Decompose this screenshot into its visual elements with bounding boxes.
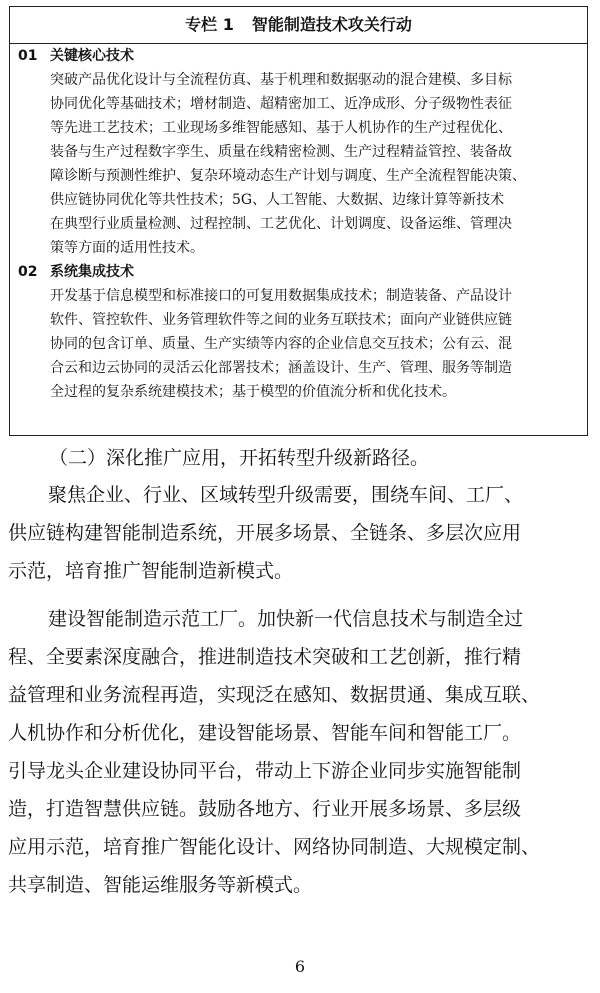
- paragraph-line: 造，打造智慧供应链。鼓励各地方、行业开展多场景、多层级: [8, 798, 522, 820]
- section-number: 02: [18, 264, 38, 280]
- sub-heading: （二）深化推广应用，开拓转型升级新路径。: [49, 447, 430, 469]
- section-line: 开发基于信息模型和标准接口的可复用数据集成技术；制造装备、产品设计: [50, 288, 512, 304]
- column-title-text: 智能制造技术攻关行动: [251, 15, 412, 34]
- section-01: [10, 44, 587, 260]
- paragraph-line: 人机协作和分析优化，建设智能场景、智能车间和智能工厂。: [8, 722, 522, 744]
- section-line: 软件、管控软件、业务管理软件等之间的业务互联技术；面向产业链供应链: [50, 312, 512, 328]
- paragraph-1: [8, 476, 590, 590]
- section-heading: [18, 260, 579, 284]
- section-title: 关键核心技术: [50, 48, 134, 64]
- paragraph-2: [8, 600, 590, 904]
- section-body: [18, 284, 579, 404]
- section-line: 协同优化等基础技术；增材制造、超精密加工、近净成形、分子级物性表征: [50, 96, 512, 112]
- paragraph-line: 供应链构建智能制造系统，开展多场景、全链条、多层次应用: [8, 522, 522, 544]
- section-line: 在典型行业质量检测、过程控制、工艺优化、计划调度、设备运维、管理决: [50, 216, 512, 232]
- section-line: 装备与生产过程数字孪生、质量在线精密检测、生产过程精益管控、装备故: [50, 144, 512, 160]
- paragraph-line: 聚焦企业、行业、区域转型升级需要，围绕车间、工厂、: [48, 484, 524, 506]
- section-line: 全过程的复杂系统建模技术；基于模型的价值流分析和优化技术。: [50, 384, 456, 400]
- paragraph-line: 益管理和业务流程再造，实现泛在感知、数据贯通、集成互联、: [8, 684, 541, 706]
- section-02: [10, 260, 587, 404]
- section-line: 策等方面的适用性技术。: [50, 240, 204, 256]
- section-line: 障诊断与预测性维护、复杂环境动态生产计划与调度、生产全流程智能决策、: [50, 168, 526, 184]
- paragraph-line: 建设智能制造示范工厂。加快新一代信息技术与制造全过: [48, 608, 524, 630]
- paragraph-line: 示范，培育推广智能制造新模式。: [8, 560, 294, 582]
- section-line: 等先进工艺技术；工业现场多维智能感知、基于人机协作的生产过程优化、: [50, 120, 512, 136]
- paragraph-line: 共享制造、智能运维服务等新模式。: [8, 874, 313, 896]
- section-line: 协同的包含订单、质量、生产实绩等内容的企业信息交互技术；公有云、混: [50, 336, 512, 352]
- section-heading: [18, 44, 579, 68]
- page-number: 6: [294, 957, 306, 976]
- column-title-label: 专栏 1: [185, 15, 234, 34]
- paragraph-line: 引导龙头企业建设协同平台，带动上下游企业同步实施智能制: [8, 760, 522, 782]
- column-box: [9, 6, 588, 436]
- section-number: 01: [18, 48, 38, 64]
- section-line: 供应链协同优化等共性技术；5G、人工智能、大数据、边缘计算等新技术: [50, 192, 505, 208]
- section-title: 系统集成技术: [50, 264, 134, 280]
- paragraph-line: 程、全要素深度融合，推进制造技术突破和工艺创新，推行精: [8, 646, 522, 668]
- column-title: [10, 7, 587, 44]
- paragraph-line: 应用示范，培育推广智能化设计、网络协同制造、大规模定制、: [8, 836, 541, 858]
- section-body: [18, 68, 579, 260]
- section-line: 合云和边云协同的灵活云化部署技术；涵盖设计、生产、管理、服务等制造: [50, 360, 512, 376]
- section-line: 突破产品优化设计与全流程仿真、基于机理和数据驱动的混合建模、多目标: [50, 72, 512, 88]
